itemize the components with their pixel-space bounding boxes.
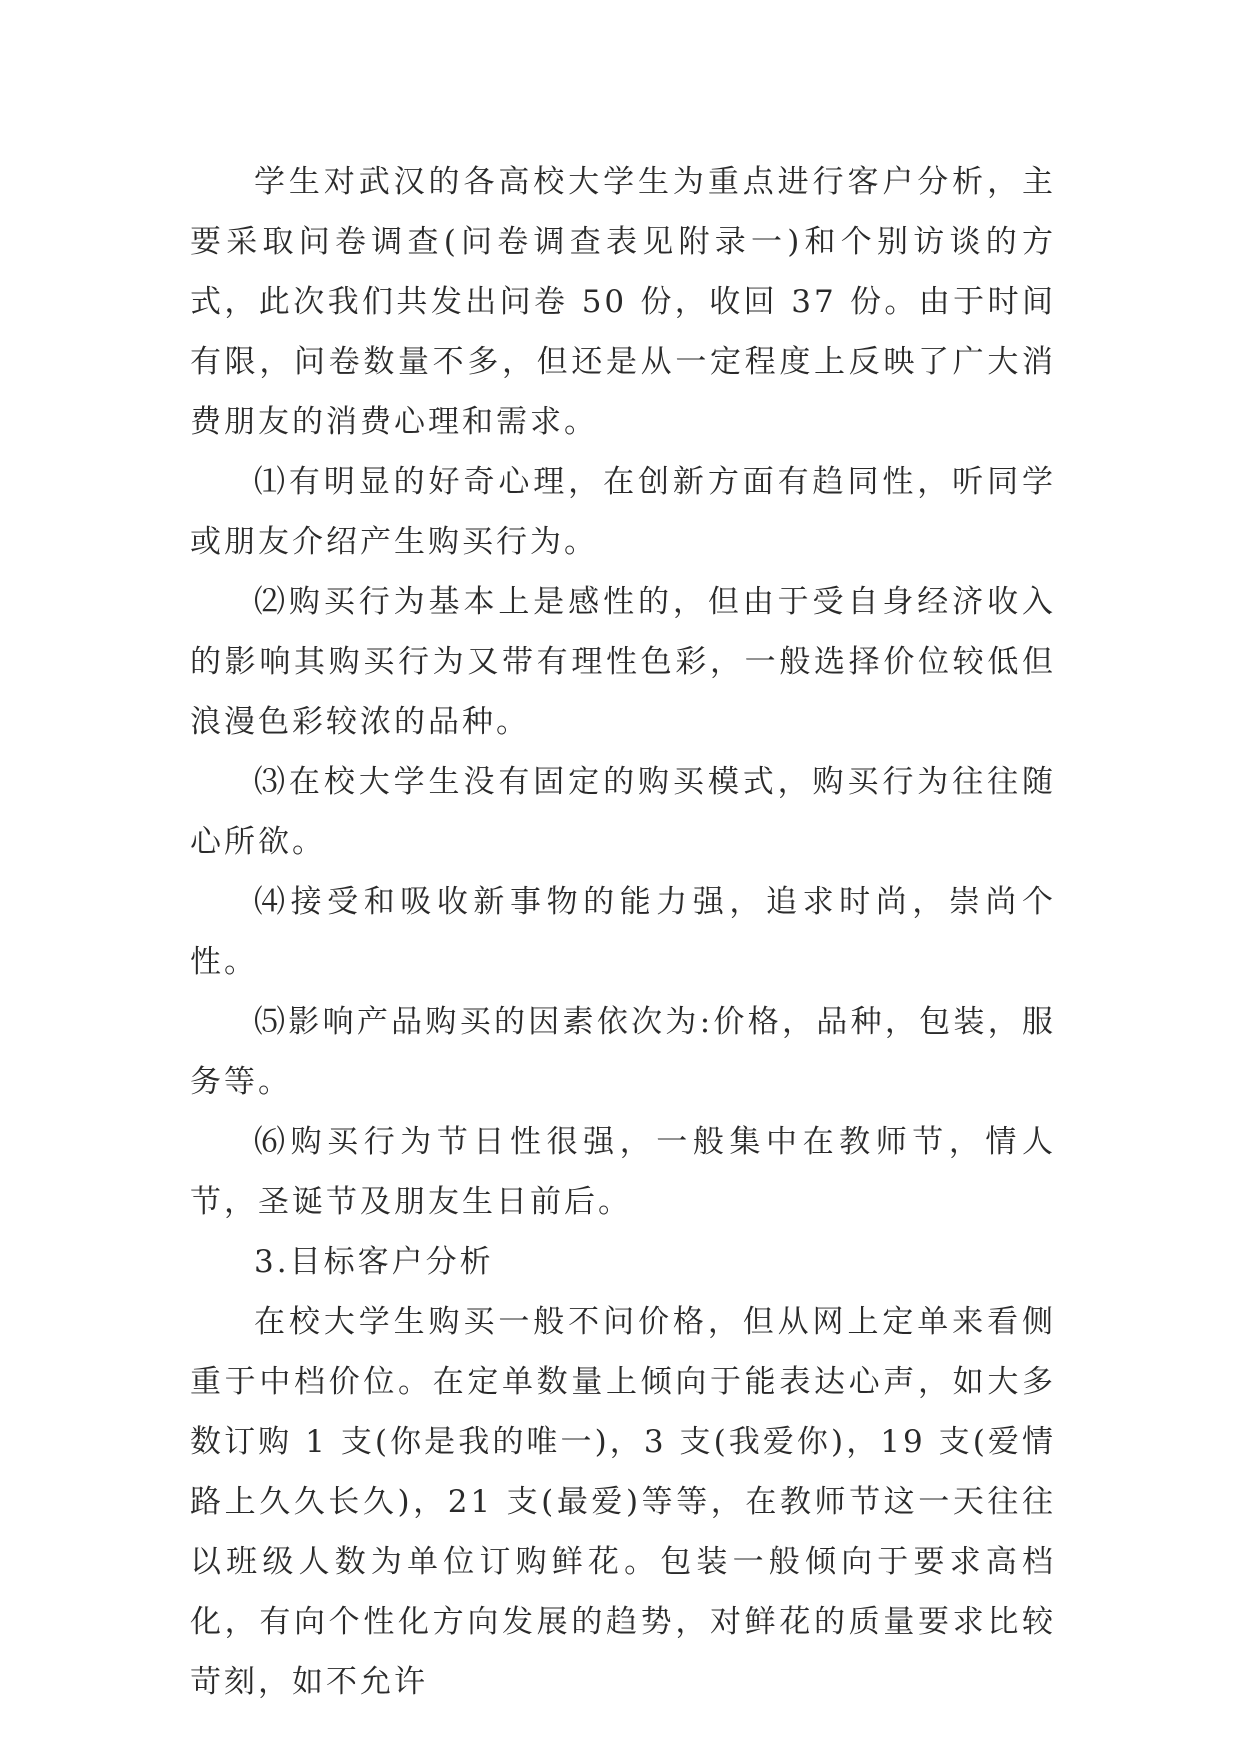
paragraph-point-2: ⑵购买行为基本上是感性的，但由于受自身经济收入的影响其购买行为又带有理性色彩，一般选择价位较低但浪漫色彩较浓的品种。 (190, 584, 1056, 740)
paragraph-intro: 学生对武汉的各高校大学生为重点进行客户分析，主要采取问卷调查(问卷调查表见附录一)和个别访谈的方式，此次我们共发出问卷 50 份，收回 37 份。由于时间有限，问卷数量不多，但还是从一定程度上反映了广大消费朋友的消费心理和需求。 (190, 164, 1056, 440)
paragraph-point-6: ⑹购买行为节日性很强，一般集中在教师节，情人节，圣诞节及朋友生日前后。 (190, 1124, 1056, 1220)
section-heading: 3.目标客户分析 (254, 1244, 494, 1280)
paragraph-point-4: ⑷接受和吸收新事物的能力强，追求时尚，崇尚个性。 (190, 884, 1056, 980)
paragraph-point-5: ⑸影响产品购买的因素依次为:价格，品种，包装，服务等。 (190, 1004, 1056, 1100)
paragraph-target-analysis: 在校大学生购买一般不问价格，但从网上定单来看侧重于中档价位。在定单数量上倾向于能表达心声，如大多数订购 1 支(你是我的唯一)，3 支(我爱你)，19 支(爱情路上久久长久)，21 支(最爱)等等，在教师节这一天往往以班级人数为单位订购鲜花。包装一般倾向于要求高档化，有向个性化方向发展的趋势，对鲜花的质量要求比较苛刻，如不允许 (190, 1304, 1056, 1700)
paragraph-point-3: ⑶在校大学生没有固定的购买模式，购买行为往往随心所欲。 (190, 764, 1056, 860)
document-body (190, 152, 1056, 1712)
paragraph-point-1: ⑴有明显的好奇心理，在创新方面有趋同性，听同学或朋友介绍产生购买行为。 (190, 464, 1056, 560)
